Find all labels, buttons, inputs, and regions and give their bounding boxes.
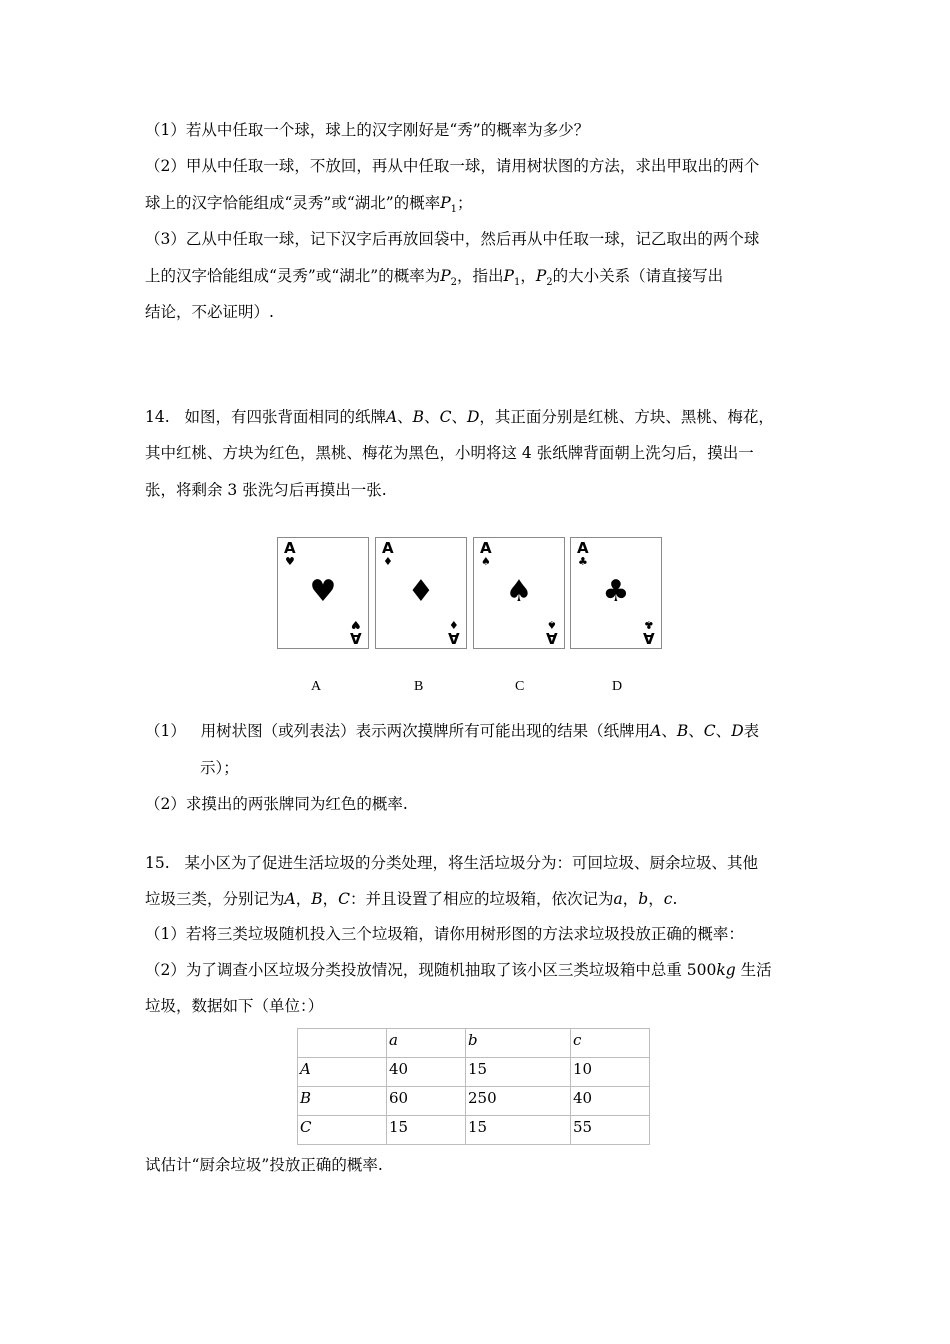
table-row	[298, 1058, 650, 1087]
q14-line1: 14. 如图，有四张背面相同的纸牌A、B、C、D，其正面分别是红桃、方块、黑桃、梅花，	[145, 408, 774, 426]
table-header-cell: a	[387, 1029, 466, 1058]
table-row-label: C	[298, 1116, 387, 1145]
table-cell	[298, 1029, 387, 1058]
q13-part1: （1）若从中任取一个球，球上的汉字刚好是“秀”的概率为多少？	[145, 121, 590, 139]
table-header-row	[298, 1029, 650, 1058]
table-header-cell: b	[466, 1029, 571, 1058]
q14-line3: 张，将剩余 3 张洗匀后再摸出一张.	[145, 481, 387, 499]
diamond-icon: ♦	[449, 618, 460, 631]
q15-sub1: （1）若将三类垃圾随机投入三个垃圾箱，请你用树形图的方法求垃圾投放正确的概率：	[145, 925, 744, 943]
q14-line2: 其中红桃、方块为红色，黑桃、梅花为黑色，小明将这 4 张纸牌背面朝上洗匀后，摸出一	[145, 444, 754, 462]
table-cell: 10	[571, 1058, 650, 1087]
q14-sub2: （2）求摸出的两张牌同为红色的概率.	[145, 795, 408, 813]
card-rank: A	[448, 629, 460, 647]
diamond-icon: ♦	[407, 574, 435, 609]
diamond-icon: ♦	[383, 555, 393, 568]
club-icon: ♣	[602, 574, 630, 609]
club-icon: ♣	[578, 555, 588, 568]
q15-final: 试估计“厨余垃圾”投放正确的概率.	[145, 1156, 383, 1174]
spade-icon: ♠	[547, 618, 558, 631]
q15-number: 15.	[145, 854, 170, 872]
table-cell: 250	[466, 1087, 571, 1116]
q13-part3-line2: 上的汉字恰能组成“灵秀”或“湖北”的概率为$P_2$，指出$P_1$，$P_2$的大小关系（请直接写出	[145, 267, 724, 289]
card-rank: A	[382, 539, 394, 557]
table-row	[298, 1087, 650, 1116]
table-row-label: B	[298, 1087, 387, 1116]
card-rank: A	[480, 539, 492, 557]
q14-number: 14.	[145, 408, 170, 426]
table-header-cell: c	[571, 1029, 650, 1058]
card-hearts	[277, 537, 369, 649]
card-caption: C	[515, 679, 525, 694]
card-diamonds	[375, 537, 467, 649]
table-cell: 15	[466, 1116, 571, 1145]
card-spades	[473, 537, 565, 649]
card-caption: B	[414, 679, 424, 694]
table-cell: 40	[387, 1058, 466, 1087]
card-rank: A	[643, 629, 655, 647]
table-cell: 15	[387, 1116, 466, 1145]
spade-icon: ♠	[505, 574, 533, 609]
heart-icon: ♥	[309, 574, 337, 609]
q13-part2-line2: 球上的汉字恰能组成“灵秀”或“湖北”的概率$P_1$；	[145, 194, 473, 216]
card-caption: D	[612, 679, 623, 694]
spade-icon: ♠	[481, 555, 491, 568]
table-row-label: A	[298, 1058, 387, 1087]
q15-line1: 15. 某小区为了促进生活垃圾的分类处理，将生活垃圾分为：可回垃圾、厨余垃圾、其他	[145, 854, 758, 872]
q13-part2-line1: （2）甲从中任取一球，不放回，再从中任取一球，请用树状图的方法，求出甲取出的两个	[145, 157, 760, 175]
waste-data-table	[297, 1028, 650, 1145]
card-rank: A	[546, 629, 558, 647]
heart-icon: ♥	[351, 618, 362, 631]
table-cell: 15	[466, 1058, 571, 1087]
q15-line2: 垃圾三类，分别记为A，B，C：并且设置了相应的垃圾箱，依次记为a，b，c.	[145, 890, 678, 908]
card-rank: A	[284, 539, 296, 557]
club-icon: ♣	[644, 618, 655, 631]
q15-sub2-line2: 垃圾，数据如下（单位：）	[145, 997, 324, 1015]
table-cell: 40	[571, 1087, 650, 1116]
q15-sub2-line1: （2）为了调查小区垃圾分类投放情况，现随机抽取了该小区三类垃圾箱中总重 500kg 生活	[145, 961, 772, 979]
card-clubs	[570, 537, 662, 649]
heart-icon: ♥	[285, 555, 295, 568]
table-cell: 60	[387, 1087, 466, 1116]
card-rank: A	[350, 629, 362, 647]
q14-sub1-line1: （1） 用树状图（或列表法）表示两次摸牌所有可能出现的结果（纸牌用A、B、C、D表	[145, 722, 760, 740]
q13-part3-line3: 结论，不必证明）.	[145, 303, 274, 321]
table-row	[298, 1116, 650, 1145]
q13-part3-line1: （3）乙从中任取一球，记下汉字后再放回袋中，然后再从中任取一球，记乙取出的两个球	[145, 230, 760, 248]
table-cell: 55	[571, 1116, 650, 1145]
card-caption: A	[311, 679, 322, 694]
card-rank: A	[577, 539, 589, 557]
q14-sub1-line2: 示）；	[200, 759, 239, 777]
